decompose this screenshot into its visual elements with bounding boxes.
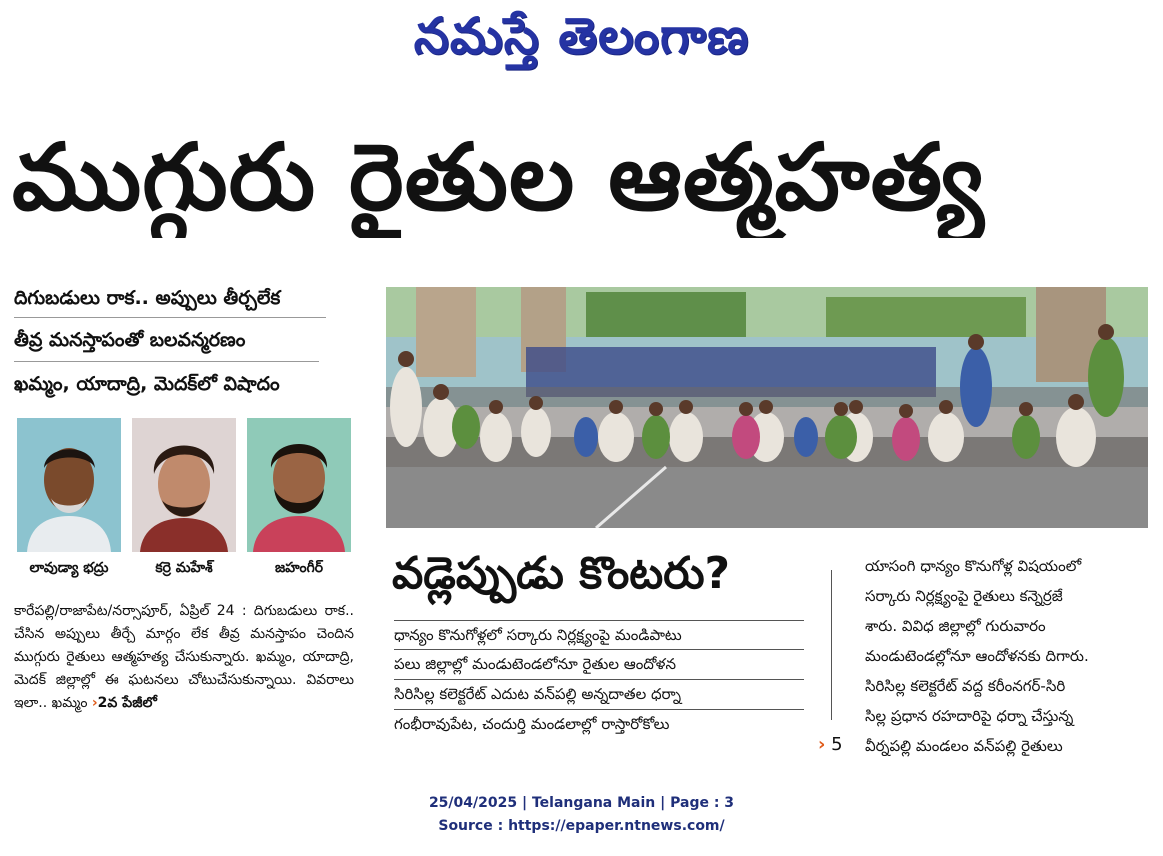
deck-block: [394, 620, 804, 740]
kicker-line-3: ఖమ్మం, యాదాద్రి, మెదక్‌లో విషాదం: [14, 373, 280, 395]
left-jump-number: 2: [97, 695, 108, 711]
footer-date-line: 25/04/2025 | Telangana Main | Page : 3: [428, 795, 735, 811]
kicker-line-2: తీవ్ర మనస్తాపంతో బలవన్మరణం: [14, 329, 246, 351]
right-body-line-5: సిరిసిల్ల కలెక్టరేట్ వద్ద కరీంనగర్-సిరి: [865, 677, 1066, 695]
portrait-photo-3: [247, 418, 351, 552]
right-body-line-6: సిల్ల ప్రధాన రహదారిపై ధర్నా చేస్తున్న: [865, 707, 1074, 725]
masthead-logo: నమస్తే తెలంగాణ: [413, 6, 750, 65]
kicker-divider-2: [14, 361, 319, 362]
portrait-caption-1: లావుడ్యా భద్రు: [29, 560, 109, 576]
main-headline: ముగ్గురు రైతుల ఆత్మహత్య: [12, 124, 985, 231]
protest-photo: [386, 287, 1148, 528]
deck-line-2: పలు జిల్లాల్లో మండుటెండలోనూ రైతుల ఆందోళన: [394, 650, 804, 680]
portrait-photo-1: [17, 418, 121, 552]
right-jump-marker: [818, 734, 843, 755]
kicker-line-1: దిగుబడులు రాక.. అప్పులు తీర్చలేక: [14, 287, 281, 309]
left-body-text: కారేపల్లి/రాజాపేట/నర్సాపూర్, ఏప్రిల్ 24 : దిగుబడులు రాక.. చేసిన అప్పులు తీర్చే మార్గం లేక తీవ్ర మనస్తాపం చెందిన ముగ్గురు రైతులు ఆత్మహత్య చేసుకున్నారు. ఖమ్మం, యాదాద్రి, మెదక్ జిల్లాల్లో ఈ ఘటనలు చోటుచేసుకున్నాయి. వివరాలు ఇలా.. ఖమ్మం: [14, 603, 354, 711]
portrait-photo-2: [132, 418, 236, 552]
deck-line-1: ధాన్యం కొనుగోళ్లలో సర్కారు నిర్లక్ష్యంపై మండిపాటు: [394, 620, 804, 650]
right-body-line-3: శారు. వివిధ జిల్లాల్లో గురువారం: [865, 617, 1046, 635]
jump-arrow-icon: ›: [91, 695, 98, 711]
deck-line-3: సిరిసిల్ల కలెక్టరేట్ ఎదుట వన్‌పల్లి అన్నదాతల ధర్నా: [394, 680, 804, 710]
left-jump-text: వ పేజీలో: [107, 695, 157, 711]
footer-source-link[interactable]: Source : https://epaper.ntnews.com/: [438, 818, 725, 834]
right-body-line-4: మండుటెండల్లోనూ ఆందోళనకు దిగారు.: [865, 647, 1089, 665]
right-article-body: [865, 555, 1155, 765]
portrait-caption-2: కర్రె మహేశ్: [155, 560, 213, 576]
jump-arrow-icon: ›: [818, 734, 826, 755]
portrait-caption-3: జహంగీర్: [274, 560, 324, 576]
deck-line-4: గంభీరావుపేట, చందుర్తి మండలాల్లో రాస్తారోకోలు: [394, 715, 670, 733]
column-divider: [831, 570, 832, 720]
left-article-body: [14, 600, 354, 770]
kicker-divider-1: [14, 317, 326, 318]
right-body-line-2: సర్కారు నిర్లక్ష్యంపై రైతులు కన్నెర్రజే: [865, 587, 1063, 605]
right-jump-number: 5: [831, 734, 843, 755]
right-body-line-1: యాసంగి ధాన్యం కొనుగోళ్ల విషయంలో: [865, 557, 1082, 575]
sub-headline: వడ్లెప్పుడు కొంటరు?: [392, 548, 731, 599]
right-body-line-7: వీర్నపల్లి మండలం వన్‌పల్లి రైతులు: [865, 737, 1063, 755]
